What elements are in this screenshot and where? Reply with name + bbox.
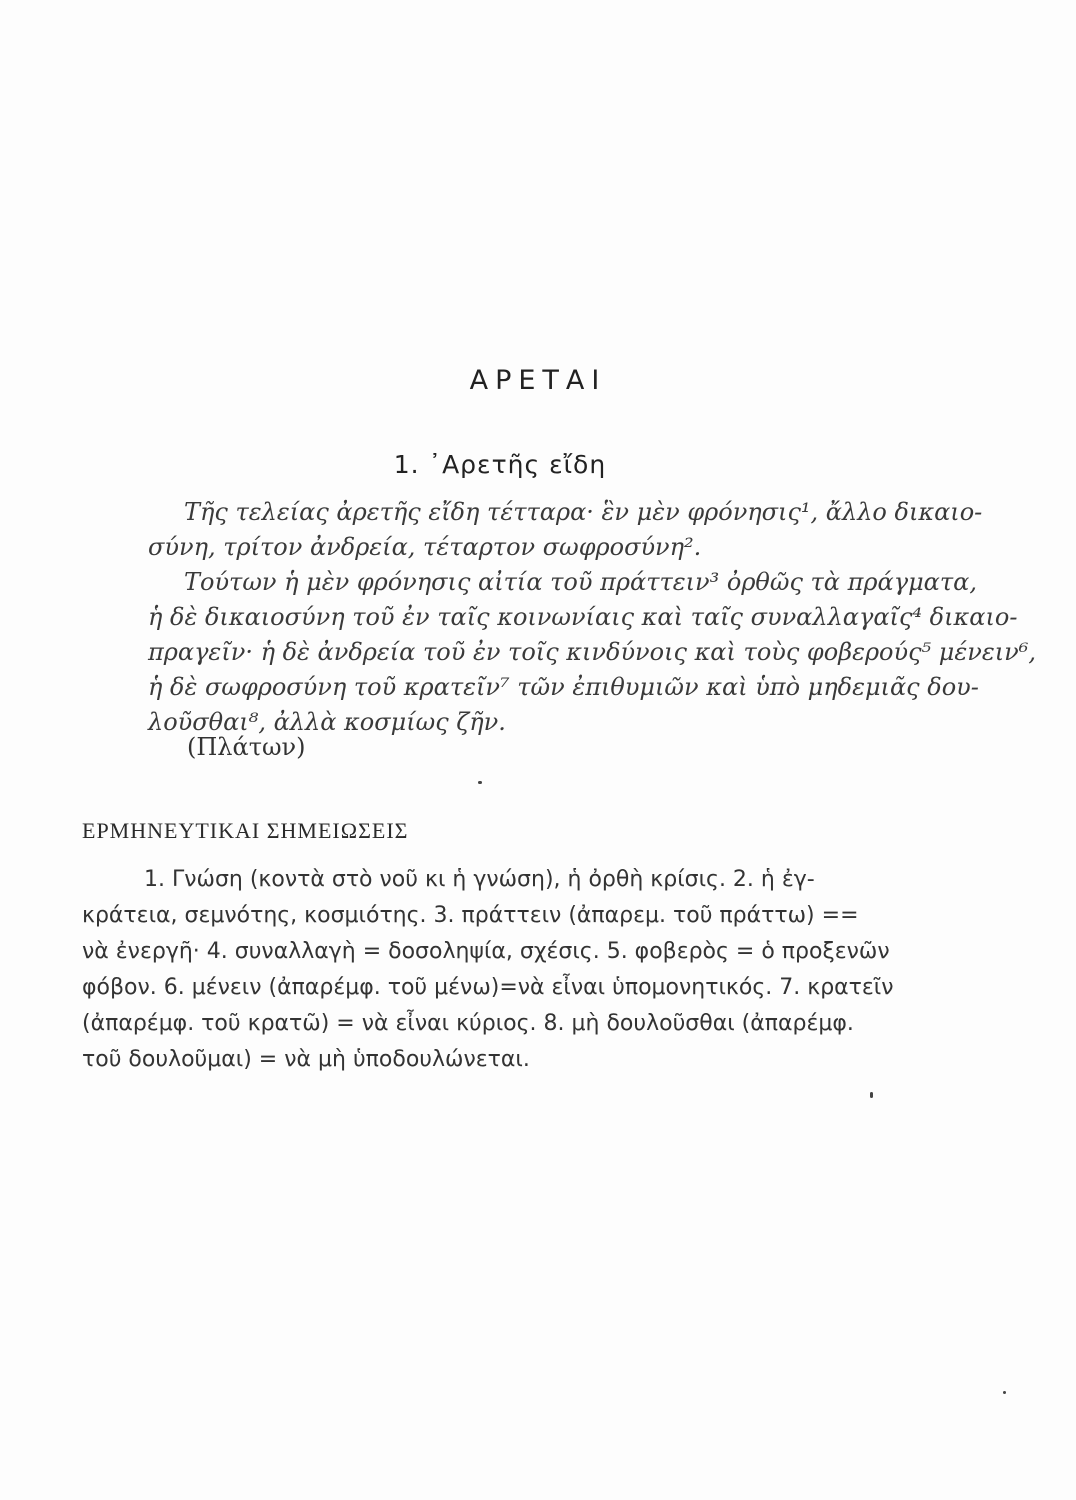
- note-line: φόβον. 6. μένειν (ἀπαρέμφ. τοῦ μένω)=νὰ εἶναι ὑπομονητικός. 7. κρατεῖν: [82, 975, 894, 1000]
- notes-heading: ΕΡΜΗΝΕΥΤΙΚΑΙ ΣΗΜΕΙΩΣΕΙΣ: [82, 818, 409, 843]
- passage-line: λοῦσθαι⁸, ἀλλὰ κοσμίως ζῆν.: [148, 708, 506, 736]
- ink-speck: [1003, 1391, 1006, 1394]
- note-line: (ἀπαρέμφ. τοῦ κρατῶ) = νὰ εἶναι κύριος. 8. μὴ δουλοῦσθαι (ἀπαρέμφ.: [82, 1011, 854, 1036]
- passage-line: πραγεῖν· ἡ δὲ ἀνδρεία τοῦ ἐν τοῖς κινδύνοις καὶ τοὺς φοβερούς⁵ μένειν⁶,: [148, 638, 1036, 666]
- passage-line: ἡ δὲ δικαιοσύνη τοῦ ἐν ταῖς κοινωνίαις καὶ ταῖς συναλλαγαῖς⁴ δικαιο-: [148, 603, 1018, 631]
- passage-paragraph-2: [148, 565, 1036, 740]
- ink-speck: [870, 1092, 873, 1098]
- passage-line: Τούτων ἡ μὲν φρόνησις αἰτία τοῦ πράττειν³ ὀρθῶς τὰ πράγματα,: [184, 568, 977, 596]
- section-title: ΑΡΕΤΑΙ: [469, 365, 607, 396]
- passage-paragraph-1: [148, 495, 983, 565]
- note-line: 1. Γνώση (κοντὰ στὸ νοῦ κι ἡ γνώση), ἡ ὀρθὴ κρίσις. 2. ἡ ἐγ-: [144, 867, 815, 892]
- subsection-title: 1. ᾿Αρετῆς εἴδη: [393, 450, 607, 479]
- note-line: νὰ ἐνεργῆ· 4. συναλλαγὴ = δοσοληψία, σχέσις. 5. φοβερὸς = ὁ προξενῶν: [82, 939, 890, 964]
- note-line: τοῦ δουλοῦμαι) = νὰ μὴ ὑποδουλώνεται.: [82, 1047, 530, 1072]
- passage-line: ἡ δὲ σωφροσύνη τοῦ κρατεῖν⁷ τῶν ἐπιθυμιῶν καὶ ὑπὸ μηδεμιᾶς δου-: [148, 673, 979, 701]
- ink-speck: [478, 781, 482, 784]
- passage-author: (Πλάτων): [187, 733, 306, 761]
- notes-block: [82, 862, 922, 1078]
- passage-line: Τῆς τελείας ἀρετῆς εἴδη τέτταρα· ἓν μὲν φρόνησις¹, ἄλλο δικαιο-: [184, 498, 983, 526]
- note-line: κράτεια, σεμνότης, κοσμιότης. 3. πράττειν (ἀπαρεμ. τοῦ πράττω) ==: [82, 903, 859, 928]
- passage-line: σύνη, τρίτον ἀνδρεία, τέταρτον σωφροσύνη².: [148, 533, 702, 561]
